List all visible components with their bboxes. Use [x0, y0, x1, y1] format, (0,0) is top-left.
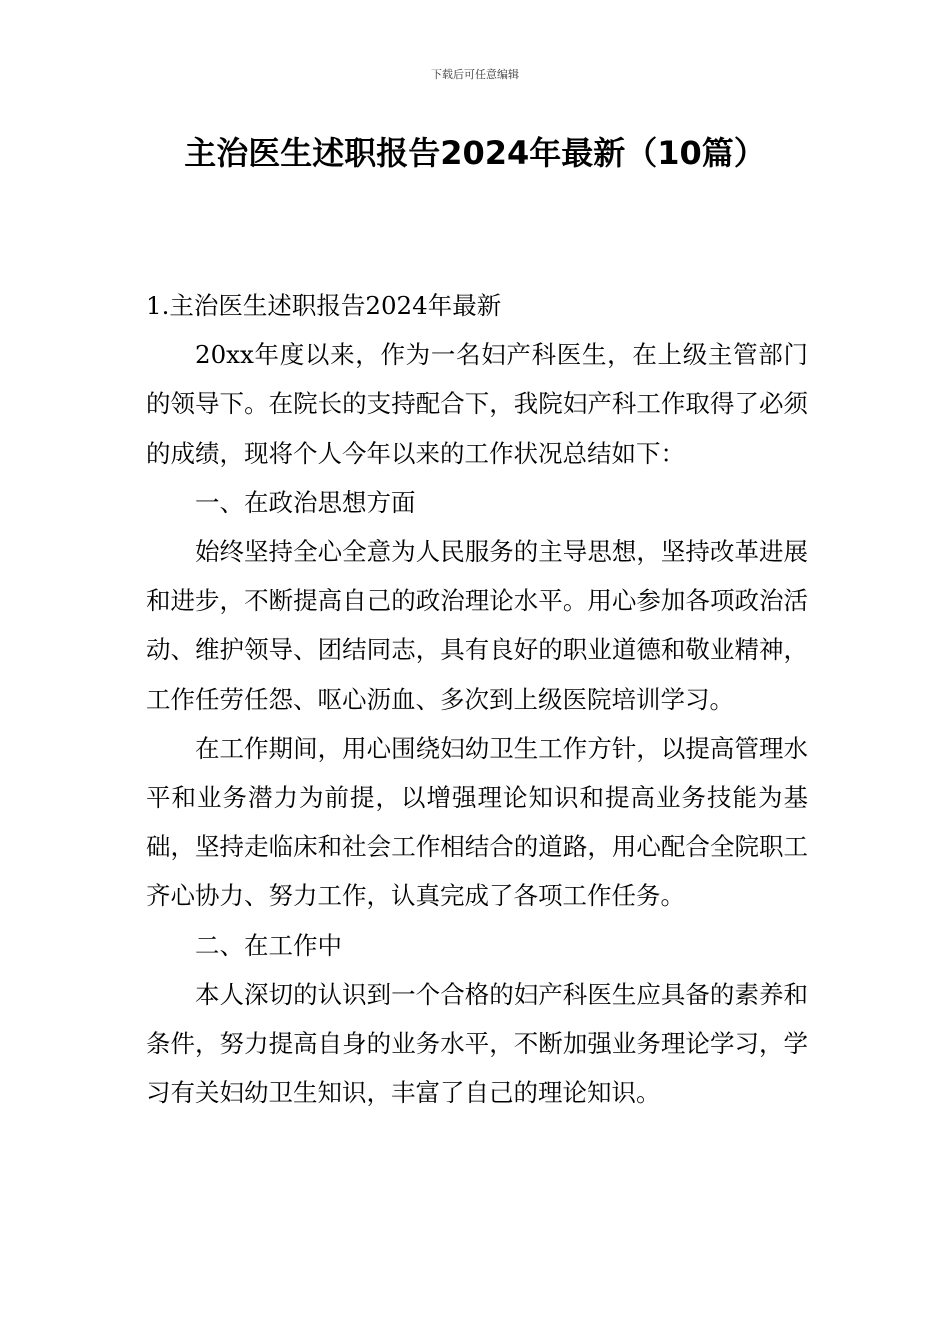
document-title: 主治医生述职报告2024年最新（10篇） [184, 134, 766, 172]
header-note: 下载后可任意编辑 [431, 68, 519, 81]
heading-in-work: 二、在工作中 [195, 930, 342, 960]
paragraph-intro: 20xx年度以来，作为一名妇产科医生，在上级主管部门的领导下。在院长的支持配合下，我院妇产科工作取得了必须的成绩，现将个人今年以来的工作状况总结如下： [146, 340, 808, 468]
paragraph-political-thought: 始终坚持全心全意为人民服务的主导思想，坚持改革进展和进步，不断提高自己的政治理论水平。用心参加各项政治活动、维护领导、团结同志，具有良好的职业道德和敬业精神，工作任劳任怨、呕心沥血、多次到上级医院培训学习。 [146, 537, 808, 714]
document-body [146, 281, 808, 1117]
section-heading: 1.主治医生述职报告2024年最新 [146, 291, 502, 320]
heading-political-thought: 一、在政治思想方面 [195, 487, 416, 517]
paragraph-in-work: 本人深切的认识到一个合格的妇产科医生应具备的素养和条件，努力提高自身的业务水平，不断加强业务理论学习，学习有关妇幼卫生知识，丰富了自己的理论知识。 [146, 979, 808, 1108]
paragraph-work-period: 在工作期间，用心围绕妇幼卫生工作方针，以提高管理水平和业务潜力为前提，以增强理论知识和提高业务技能为基础，坚持走临床和社会工作相结合的道路，用心配合全院职工齐心协力、努力工作，认真完成了各项工作任务。 [146, 733, 808, 911]
